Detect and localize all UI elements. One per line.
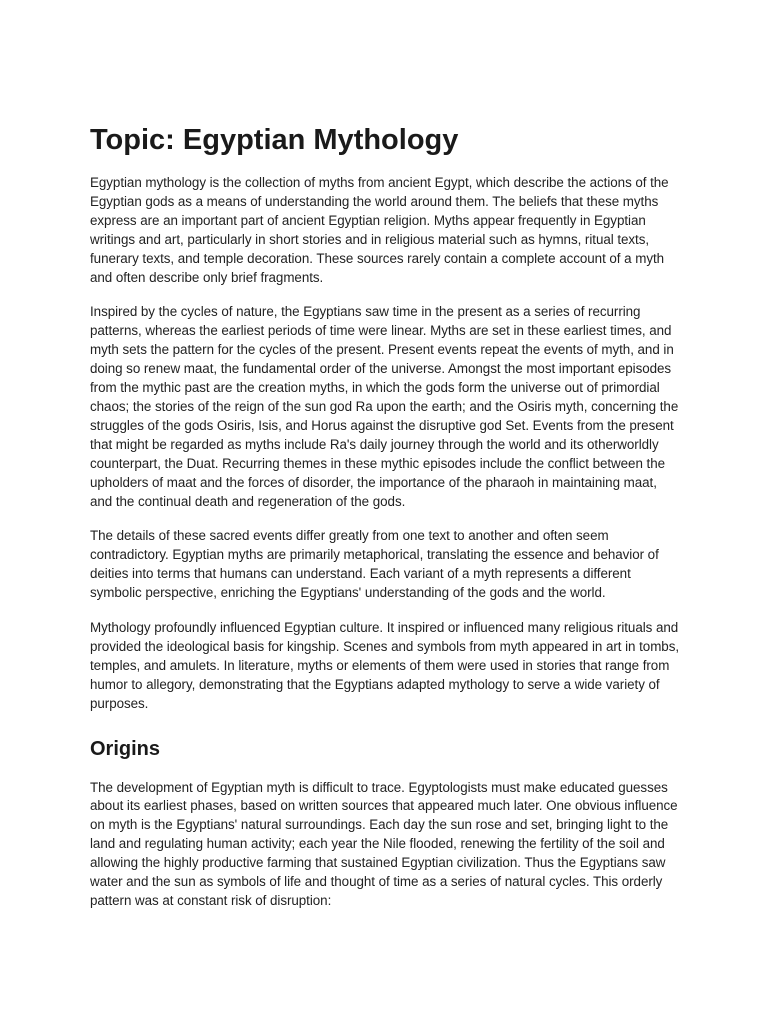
intro-paragraph-2: Inspired by the cycles of nature, the Egyptians saw time in the present as a series of recurring patterns, whereas the earliest periods of time were linear. Myths are set in these earliest times, and myth sets the pattern for the cycles of the present. Present events repeat the events of myth, and in doing so renew maat, the fundamental order of the universe. Amongst the most important episodes from the mythic past are the creation myths, in which the gods form the universe out of primordial chaos; the stories of the reign of the sun god Ra upon the earth; and the Osiris myth, concerning the struggles of the gods Osiris, Isis, and Horus against the disruptive god Set. Events from the present that might be regarded as myths include Ra's daily journey through the world and its otherworldly counterpart, the Duat. Recurring themes in these mythic episodes include the conflict between the upholders of maat and the forces of disorder, the importance of the pharaoh in maintaining maat, and the continual death and regeneration of the gods. — [90, 304, 679, 509]
section-heading-origins: Origins — [90, 737, 161, 760]
intro-paragraph-3: The details of these sacred events differ greatly from one text to another and often seem contradictory. Egyptian myths are primarily metaphorical, translating the essence and behavior of deities into terms that humans can understand. Each variant of a myth represents a different symbolic perspective, enriching the Egyptians' understanding of the gods and the world. — [90, 528, 659, 601]
intro-paragraph-4: Mythology profoundly influenced Egyptian culture. It inspired or influenced many religious rituals and provided the ideological basis for kingship. Scenes and symbols from myth appeared in art in tombs, temples, and amulets. In literature, myths or elements of them were used in stories that range from humor to allegory, demonstrating that the Egyptians adapted mythology to serve a wide variety of purposes. — [90, 620, 680, 711]
intro-paragraph-1: Egyptian mythology is the collection of myths from ancient Egypt, which describe the actions of the Egyptian gods as a means of understanding the world around them. The beliefs that these myths express are an important part of ancient Egyptian religion. Myths appear frequently in Egyptian writings and art, particularly in short stories and in religious material such as hymns, ritual texts, funerary texts, and temple decoration. These sources rarely contain a complete account of a myth and often describe only brief fragments. — [90, 175, 669, 285]
origins-paragraph-1: The development of Egyptian myth is difficult to trace. Egyptologists must make educated guesses about its earliest phases, based on written sources that appeared much later. One obvious influence on myth is the Egyptians' natural surroundings. Each day the sun rose and set, bringing light to the land and regulating human activity; each year the Nile flooded, renewing the fertility of the soil and allowing the highly productive farming that sustained Egyptian civilization. Thus the Egyptians saw water and the sun as symbols of life and thought of time as a series of natural cycles. This orderly pattern was at constant risk of disruption: — [90, 779, 678, 908]
document-page — [90, 120, 680, 927]
document-title: Topic: Egyptian Mythology — [90, 124, 459, 156]
